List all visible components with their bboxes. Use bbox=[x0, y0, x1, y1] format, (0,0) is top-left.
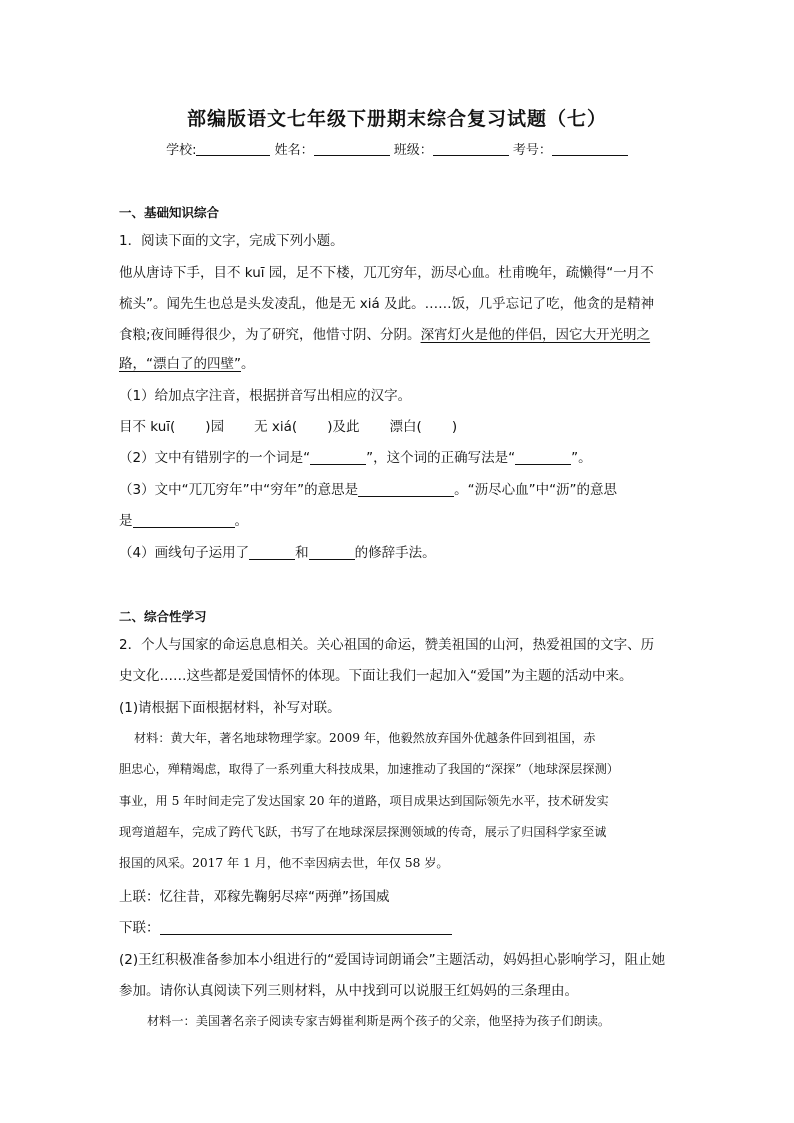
student-info-line bbox=[0, 139, 794, 158]
couplet-lower-blank[interactable] bbox=[160, 920, 452, 935]
sub-question-4-text-c: 的修辞手法。 bbox=[354, 545, 436, 561]
underlined-sentence-part2: 路，“漂白了的四壁” bbox=[119, 356, 241, 372]
passage-line-4-end: 。 bbox=[241, 356, 255, 372]
couplet-lower-label: 下联： bbox=[119, 920, 160, 936]
sub-question-3-cont bbox=[119, 509, 248, 529]
rhetoric-blank-2[interactable] bbox=[309, 545, 355, 560]
class-label: 班级： bbox=[393, 143, 433, 158]
material-line-3: 事业，用 5 年时间走完了发达国家 20 年的道路，项目成果达到国际领先水平，技术研发实 bbox=[119, 794, 609, 808]
correct-word-blank[interactable] bbox=[515, 450, 571, 465]
page-title: 部编版语文七年级下册期末综合复习试题（七） bbox=[186, 108, 607, 130]
sub-question-3-text-d: 。 bbox=[234, 513, 248, 529]
material-line-5: 报国的风采。2017 年 1 月，他不幸因病去世，年仅 58 岁。 bbox=[119, 856, 449, 870]
sub-question-1-answer-row[interactable]: 目不 kuī( )园 无 xiá( )及此 漂白( ) bbox=[119, 419, 458, 435]
number-blank[interactable] bbox=[552, 142, 628, 156]
rhetoric-blank-1[interactable] bbox=[249, 545, 295, 560]
sub-question-4 bbox=[119, 541, 436, 561]
passage-line-4 bbox=[119, 352, 255, 372]
school-blank[interactable] bbox=[196, 142, 270, 156]
wrong-word-blank[interactable] bbox=[310, 450, 366, 465]
qiongnian-blank[interactable] bbox=[358, 482, 454, 497]
part1-instruction: (1)请根据下面根据材料，补写对联。 bbox=[119, 700, 341, 716]
q2-line-2: 史文化……这些都是爱国情怀的体现。下面让我们一起加入“爱国”为主题的活动中来。 bbox=[119, 668, 633, 684]
number-label: 考号： bbox=[512, 143, 552, 158]
sub-question-2-text-c: ”。 bbox=[571, 450, 592, 466]
material-line-4: 现弯道超车，完成了跨代飞跃，书写了在地球深层探测领域的传奇，展示了归国科学家至诚 bbox=[119, 825, 607, 839]
sub-question-3 bbox=[119, 478, 617, 498]
passage-line-3-text: 食粮;夜间睡得很少，为了研究，他惜寸阴、分阴。 bbox=[119, 327, 421, 343]
material-line-2: 胆忠心，殚精竭虑，取得了一系列重大科技成果，加速推动了我国的“深探”（地球深层探测） bbox=[119, 762, 619, 776]
underlined-sentence-part1: 深宵灯火是他的伴侣，因它大开光明之 bbox=[420, 327, 651, 343]
sub-question-2-text-a: （2）文中有错别字的一个词是“ bbox=[119, 450, 311, 466]
q2-line-1: 2．个人与国家的命运息息相关。关心祖国的命运，赞美祖国的山河，热爱祖国的文字、历 bbox=[119, 637, 655, 653]
sub-question-3-text-a: （3）文中“兀兀穷年”中“穷年”的意思是 bbox=[119, 482, 359, 498]
passage-line-1: 他从唐诗下手，目不 kuī 园，足不下楼，兀兀穷年，沥尽心血。杜甫晚年，疏懒得“一月不 bbox=[119, 265, 654, 281]
section1-heading: 一、基础知识综合 bbox=[119, 205, 220, 220]
class-blank[interactable] bbox=[433, 142, 509, 156]
material-line-1: 材料：黄大年，著名地球物理学家。2009 年，他毅然放弃国外优越条件回到祖国，赤 bbox=[134, 731, 596, 745]
couplet-upper: 上联：忆往昔，邓稼先鞠躬尽瘁“两弹”扬国威 bbox=[119, 889, 390, 905]
part2-line-2: 参加。请你认真阅读下列三则材料，从中找到可以说服王红妈妈的三条理由。 bbox=[119, 983, 578, 999]
sub-question-3-text-c: 是 bbox=[119, 513, 133, 529]
sub-question-2 bbox=[119, 446, 592, 466]
name-label: 姓名： bbox=[274, 143, 314, 158]
sub-question-4-text-a: （4）画线句子运用了 bbox=[119, 545, 250, 561]
sub-question-4-text-b: 和 bbox=[295, 545, 309, 561]
passage-line-2: 梳头”。闻先生也总是头发凌乱，他是无 xiá 及此。……饭，几乎忘记了吃，他贪的是精神 bbox=[119, 296, 655, 312]
part2-line-1: (2)王红积极准备参加本小组进行的“爱国诗词朗诵会”主题活动，妈妈担心影响学习，阻止她 bbox=[119, 952, 666, 968]
q1-stem: 1．阅读下面的文字，完成下列小题。 bbox=[119, 233, 344, 249]
sub-question-3-text-b: 。“沥尽心血”中“沥”的意思 bbox=[454, 482, 618, 498]
school-label: 学校: bbox=[166, 143, 197, 158]
name-blank[interactable] bbox=[314, 142, 390, 156]
passage-line-3 bbox=[119, 323, 650, 343]
material1-line-1: 材料一：美国著名亲子阅读专家吉姆崔利斯是两个孩子的父亲，他坚持为孩子们朗读。 bbox=[147, 1014, 611, 1028]
li-meaning-blank[interactable] bbox=[133, 513, 235, 528]
sub-question-1: （1）给加点字注音，根据拼音写出相应的汉字。 bbox=[119, 388, 412, 404]
sub-question-2-text-b: ”，这个词的正确写法是“ bbox=[366, 450, 516, 466]
section2-heading: 二、综合性学习 bbox=[119, 609, 207, 624]
couplet-lower bbox=[119, 916, 452, 936]
